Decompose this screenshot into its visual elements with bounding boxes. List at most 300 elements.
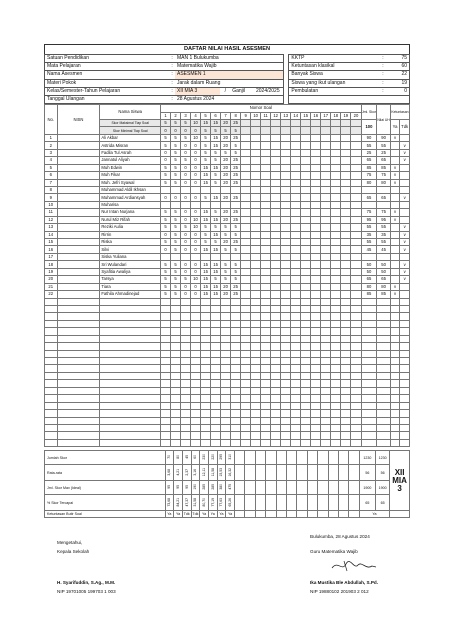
summary-value-text: Ya: [228, 512, 233, 517]
question-score: 5: [161, 142, 171, 149]
summary-label: Jml. Skor Max (Ideal): [45, 481, 166, 495]
max-score: 5: [161, 120, 171, 127]
empty-cell: [231, 402, 241, 409]
question-number: 1: [161, 112, 171, 119]
student-nisn: [57, 179, 100, 186]
empty-cell: [311, 395, 321, 402]
empty-cell: [271, 380, 281, 387]
empty-cell: [301, 395, 311, 402]
empty-cell: [261, 432, 271, 439]
question-number: 4: [191, 112, 201, 119]
question-score: 0: [191, 283, 201, 290]
question-score: [351, 164, 361, 171]
empty-cell: [341, 395, 351, 402]
question-score: [281, 246, 291, 253]
question-score: [321, 283, 331, 290]
empty-cell: [390, 402, 399, 409]
empty-cell: [221, 410, 231, 417]
question-score: 5: [221, 231, 231, 238]
empty-cell: [221, 365, 231, 372]
question-score: 5: [201, 224, 211, 231]
passed-mark: v: [390, 164, 399, 171]
question-score: [291, 224, 301, 231]
summary-value-text: Tdk: [192, 512, 199, 517]
question-score: [351, 157, 361, 164]
question-number: 19: [341, 112, 351, 119]
question-score: 5: [161, 276, 171, 283]
empty-cell: [400, 380, 410, 387]
failed-mark: v: [400, 239, 410, 246]
teacher-title: Guru Matematika Wajib: [310, 549, 358, 554]
empty-cell: [361, 410, 377, 417]
empty-cell: [271, 395, 281, 402]
question-score: [221, 186, 231, 193]
passed-mark: [390, 261, 399, 268]
question-score: [301, 283, 311, 290]
failed-mark: [400, 172, 410, 179]
empty-cell: [231, 432, 241, 439]
question-score: [271, 164, 281, 171]
empty-cell: [321, 358, 331, 365]
empty-cell: [57, 417, 100, 424]
question-score: [261, 283, 271, 290]
empty-cell: [331, 432, 341, 439]
question-score: [261, 164, 271, 171]
question-score: [261, 186, 271, 193]
student-no: 16: [45, 246, 58, 253]
question-score: 5: [161, 209, 171, 216]
question-score: [311, 253, 321, 260]
question-score: 15: [211, 142, 221, 149]
question-score: [261, 142, 271, 149]
min-score: [281, 127, 291, 134]
empty-cell: [57, 395, 100, 402]
empty-cell: [57, 298, 100, 305]
question-score: 0: [191, 231, 201, 238]
question-score: [251, 142, 261, 149]
empty-cell: [321, 343, 331, 350]
empty-cell: [301, 432, 311, 439]
empty-row: [45, 298, 410, 305]
question-score: 0: [181, 164, 191, 171]
empty-cell: [390, 372, 399, 379]
summary-value: [174, 511, 183, 518]
final-score: 55: [377, 224, 391, 231]
question-score: 15: [211, 268, 221, 275]
info-row: [45, 71, 410, 79]
empty-cell: [261, 358, 271, 365]
summary-label: % Skor Tercapai: [45, 495, 166, 511]
empty-cell: [286, 481, 296, 495]
empty-cell: [321, 424, 331, 431]
max-score: [251, 120, 261, 127]
question-score: [171, 253, 181, 260]
table-row: [45, 194, 410, 201]
empty-cell: [301, 320, 311, 327]
question-score: [351, 261, 361, 268]
question-score: [301, 276, 311, 283]
empty-cell: [311, 380, 321, 387]
question-score: [341, 164, 351, 171]
empty-cell: [331, 313, 341, 320]
empty-cell: [321, 432, 331, 439]
student-nisn: [57, 142, 100, 149]
empty-cell: [171, 372, 181, 379]
question-score: 5: [161, 172, 171, 179]
empty-cell: [161, 424, 171, 431]
total-score: 85: [361, 291, 377, 298]
question-score: 5: [211, 157, 221, 164]
question-score: 5: [211, 209, 221, 216]
empty-cell: [171, 350, 181, 357]
empty-cell: [377, 358, 391, 365]
empty-cell: [377, 432, 391, 439]
summary-value-text: 15,53: [219, 468, 224, 477]
question-score: [281, 253, 291, 260]
summary-value: [174, 481, 183, 495]
question-score: [331, 253, 341, 260]
question-score: [291, 253, 301, 260]
empty-cell: [276, 511, 286, 518]
question-score: [321, 224, 331, 231]
empty-cell: [361, 365, 377, 372]
min-score: 0: [161, 127, 171, 134]
summary-value: [174, 495, 183, 511]
empty-cell: [297, 481, 307, 495]
empty-cell: [307, 451, 317, 465]
question-score: [311, 194, 321, 201]
empty-row: [45, 410, 410, 417]
question-score: 5: [171, 268, 181, 275]
empty-cell: [241, 305, 251, 312]
question-score: [321, 142, 331, 149]
question-score: [251, 283, 261, 290]
question-score: 5: [171, 209, 181, 216]
empty-cell: [221, 402, 231, 409]
empty-cell: [351, 328, 361, 335]
question-score: [311, 172, 321, 179]
empty-cell: [221, 439, 231, 446]
question-score: 20: [221, 164, 231, 171]
question-score: [241, 209, 251, 216]
empty-cell: [251, 343, 261, 350]
empty-cell: [201, 365, 211, 372]
question-score: [291, 194, 301, 201]
table-row: [45, 186, 410, 193]
min-score: 0: [171, 127, 181, 134]
empty-cell: [390, 298, 399, 305]
info-value: 19: [386, 79, 410, 87]
failed-mark: [400, 283, 410, 290]
question-score: [341, 291, 351, 298]
empty-cell: [400, 328, 410, 335]
empty-cell: [231, 358, 241, 365]
question-score: 15: [201, 246, 211, 253]
header-yes: Ya: [390, 120, 399, 135]
summary-value: [200, 481, 209, 495]
total-score: 80: [361, 179, 377, 186]
empty-cell: [377, 335, 391, 342]
summary-value-text: 77,63: [219, 498, 224, 507]
empty-cell: [390, 305, 399, 312]
empty-cell: [45, 402, 58, 409]
table-row: [45, 201, 410, 208]
empty-cell: [276, 495, 286, 511]
empty-cell: [301, 350, 311, 357]
question-score: [281, 134, 291, 141]
question-score: [171, 186, 181, 193]
failed-mark: v: [400, 276, 410, 283]
question-score: [301, 164, 311, 171]
empty-cell: [281, 424, 291, 431]
summary-value-text: 60: [193, 455, 198, 460]
question-score: [291, 157, 301, 164]
question-number: 12: [271, 112, 281, 119]
empty-cell: [221, 432, 231, 439]
question-score: [241, 246, 251, 253]
empty-cell: [321, 365, 331, 372]
empty-cell: [231, 305, 241, 312]
summary-value: [191, 465, 200, 481]
empty-cell: [400, 439, 410, 446]
min-score: 0: [191, 127, 201, 134]
empty-cell: [400, 417, 410, 424]
empty-cell: [181, 350, 191, 357]
empty-cell: [351, 320, 361, 327]
question-score: 25: [231, 172, 241, 179]
empty-cell: [351, 313, 361, 320]
empty-cell: [377, 410, 391, 417]
empty-cell: [191, 424, 201, 431]
empty-cell: [349, 511, 359, 518]
question-score: [281, 164, 291, 171]
question-score: 5: [171, 224, 181, 231]
question-score: 5: [161, 291, 171, 298]
question-score: [241, 239, 251, 246]
student-nisn: [57, 268, 100, 275]
empty-cell: [271, 313, 281, 320]
empty-cell: [311, 328, 321, 335]
question-score: [251, 268, 261, 275]
empty-row: [45, 380, 410, 387]
question-score: 0: [191, 268, 201, 275]
empty-cell: [271, 320, 281, 327]
question-score: [351, 194, 361, 201]
question-score: [291, 246, 301, 253]
question-score: [271, 231, 281, 238]
question-score: [281, 209, 291, 216]
empty-cell: [321, 387, 331, 394]
empty-cell: [57, 335, 100, 342]
empty-cell: [100, 372, 161, 379]
empty-cell: [181, 328, 191, 335]
question-score: 25: [231, 134, 241, 141]
max-score: [301, 120, 311, 127]
question-score: [331, 209, 341, 216]
question-score: 0: [181, 172, 191, 179]
question-score: 5: [171, 134, 181, 141]
question-score: [331, 142, 341, 149]
summary-value-text: 95: [176, 485, 181, 490]
empty-cell: [171, 313, 181, 320]
question-score: [161, 201, 171, 208]
empty-cell: [400, 365, 410, 372]
question-score: 25: [231, 179, 241, 186]
final-score: [377, 186, 391, 193]
final-score: 75: [377, 172, 391, 179]
empty-cell: [281, 328, 291, 335]
empty-cell: [231, 372, 241, 379]
total-score: 80: [361, 283, 377, 290]
student-name: Muhammad Ardiansyah: [100, 194, 161, 201]
question-score: [331, 261, 341, 268]
empty-cell: [251, 328, 261, 335]
empty-cell: [57, 439, 100, 446]
max-score: [341, 120, 351, 127]
max-score: 15: [201, 120, 211, 127]
info-label: KKTP: [289, 55, 380, 63]
empty-row: [45, 343, 410, 350]
empty-cell: [271, 402, 281, 409]
empty-cell: [341, 328, 351, 335]
student-nisn: [57, 224, 100, 231]
empty-cell: [211, 305, 221, 312]
empty-cell: [45, 313, 58, 320]
empty-cell: [301, 328, 311, 335]
question-score: [221, 253, 231, 260]
question-score: [281, 283, 291, 290]
empty-cell: [221, 387, 231, 394]
empty-cell: [45, 358, 58, 365]
question-score: [331, 268, 341, 275]
question-score: 0: [161, 149, 171, 156]
empty-cell: [400, 350, 410, 357]
empty-cell: [211, 298, 221, 305]
question-score: [251, 239, 261, 246]
empty-cell: [321, 305, 331, 312]
empty-cell: [234, 511, 244, 518]
empty-cell: [201, 358, 211, 365]
question-score: [311, 231, 321, 238]
summary-value: [165, 495, 174, 511]
question-score: [331, 231, 341, 238]
summary-value: [226, 465, 235, 481]
question-score: 0: [181, 231, 191, 238]
empty-cell: [301, 365, 311, 372]
question-score: 0: [161, 157, 171, 164]
empty-cell: [377, 305, 391, 312]
empty-cell: [201, 372, 211, 379]
empty-cell: [255, 511, 265, 518]
question-score: 25: [231, 209, 241, 216]
failed-mark: [400, 209, 410, 216]
question-score: [211, 201, 221, 208]
empty-cell: [161, 320, 171, 327]
empty-cell: [261, 343, 271, 350]
empty-cell: [328, 451, 338, 465]
question-score: 20: [221, 179, 231, 186]
failed-mark: [400, 186, 410, 193]
question-score: [181, 186, 191, 193]
empty-cell: [45, 380, 58, 387]
question-score: [191, 186, 201, 193]
info-value: 75: [386, 55, 410, 63]
question-score: [301, 157, 311, 164]
empty-cell: [261, 350, 271, 357]
empty-cell: [331, 380, 341, 387]
empty-cell: [341, 380, 351, 387]
summary-value-text: 295: [219, 454, 224, 461]
empty-cell: [100, 410, 161, 417]
student-no: 13: [45, 224, 58, 231]
empty-cell: [57, 372, 100, 379]
empty-cell: [251, 424, 261, 431]
failed-mark: v: [400, 157, 410, 164]
empty-cell: [191, 343, 201, 350]
empty-cell: [251, 417, 261, 424]
question-score: [291, 283, 301, 290]
summary-value-text: 12,11: [202, 468, 207, 477]
empty-cell: [301, 298, 311, 305]
empty-cell: [281, 417, 291, 424]
empty-cell: [400, 335, 410, 342]
question-score: [241, 291, 251, 298]
question-score: 5: [211, 172, 221, 179]
empty-cell: [321, 395, 331, 402]
table-row: [45, 157, 410, 164]
empty-cell: [241, 313, 251, 320]
empty-cell: [331, 358, 341, 365]
question-score: [271, 268, 281, 275]
info-row: [45, 63, 410, 71]
empty-cell: [321, 439, 331, 446]
summary-value-text: 65,26: [228, 498, 233, 507]
empty-cell: [291, 350, 301, 357]
question-score: [281, 276, 291, 283]
question-score: [241, 134, 251, 141]
student-no: 21: [45, 283, 58, 290]
ideal-row: [45, 481, 410, 495]
summary-value-text: Tdk: [183, 512, 190, 517]
question-score: 15: [201, 172, 211, 179]
empty-cell: [261, 410, 271, 417]
summary-value: [182, 465, 191, 481]
empty-cell: [341, 313, 351, 320]
empty-cell: [361, 380, 377, 387]
empty-cell: [191, 372, 201, 379]
total-score: 65: [361, 157, 377, 164]
empty-cell: [251, 432, 261, 439]
question-score: [331, 224, 341, 231]
student-name: Jannatul Aliyah: [100, 157, 161, 164]
question-score: 5: [171, 231, 181, 238]
empty-cell: [181, 298, 191, 305]
passed-mark: v: [390, 216, 399, 223]
question-number: 5: [201, 112, 211, 119]
question-number: 14: [291, 112, 301, 119]
header-total-score: Jml. Skor: [361, 105, 377, 120]
empty-row: [45, 439, 410, 446]
question-score: 5: [211, 224, 221, 231]
empty-cell: [400, 343, 410, 350]
empty-cell: [361, 335, 377, 342]
empty-cell: [349, 451, 359, 465]
empty-cell: [400, 298, 410, 305]
empty-cell: [161, 350, 171, 357]
question-score: [331, 291, 341, 298]
question-number: 7: [221, 112, 231, 119]
summary-value-text: 2,37: [184, 468, 189, 476]
